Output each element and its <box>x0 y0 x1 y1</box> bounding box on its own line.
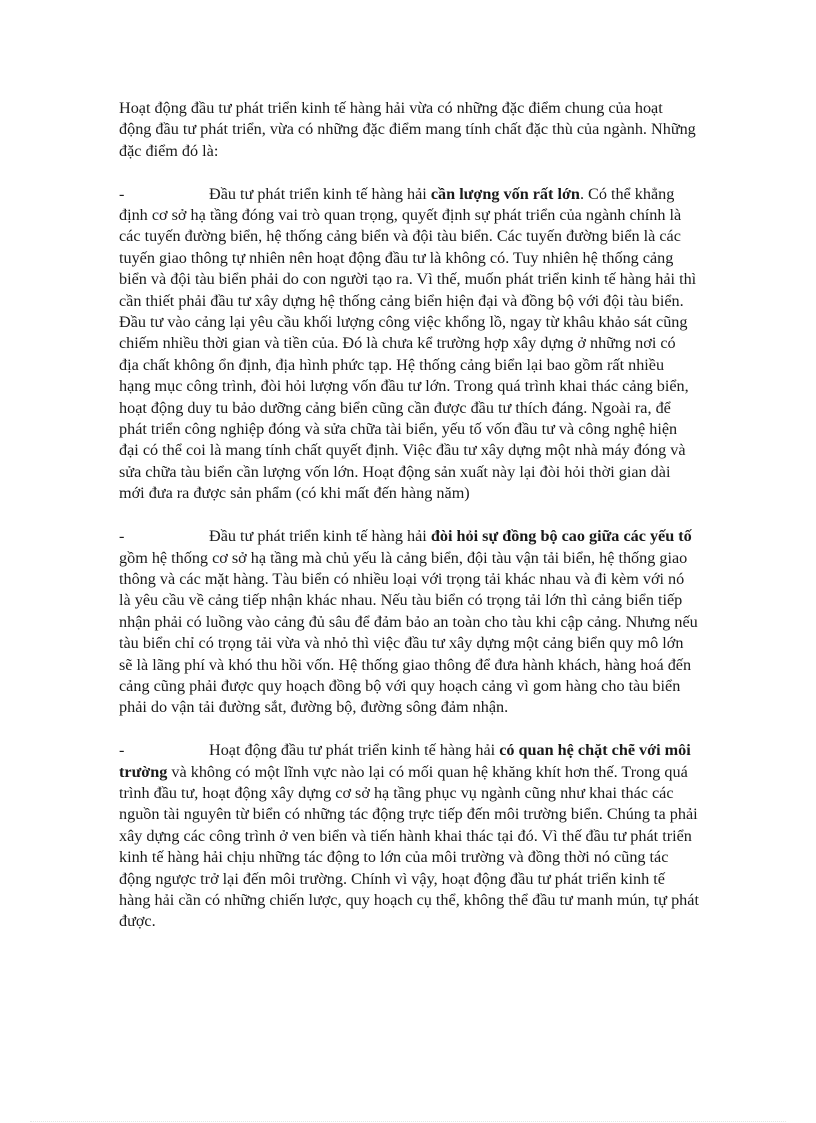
paragraph-gap <box>119 719 699 740</box>
bullet-marker: - <box>119 184 125 203</box>
bullet-body-text: và không có một lĩnh vực nào lại có mối quan hệ khăng khít hơn thế. Trong quá trình đầu tư, hoạt động xây dựng cơ sở hạ tầng phục vụ ngành cũng như khai thác các nguồn tài nguyên từ biển có những tác động trực tiếp đến môi trường biển. Chúng ta phải xây dựng các công trình ở ven biển và tiến hành khai thác tại đó. Vì thế đầu tư phát triển kinh tế hàng hải chịu những tác động to lớn của môi trường và đồng thời nó cũng tác động ngược trở lại đến môi trường. Chính vì vậy, hoạt động đầu tư phát triển kinh tế hàng hải cần có những chiến lược, quy hoạch cụ thể, không thể đầu tư manh mún, tự phát được. <box>119 762 699 931</box>
bullet-lead-text: Hoạt động đầu tư phát triển kinh tế hàng hải <box>209 741 500 760</box>
page-bottom-divider <box>30 1121 786 1122</box>
paragraph-gap <box>119 162 699 183</box>
bullet-paragraph-environment <box>119 740 699 933</box>
paragraph-gap <box>119 505 699 526</box>
bullet-bold-phrase: đòi hỏi sự đồng bộ cao giữa các yếu tố <box>430 527 692 546</box>
bullet-marker: - <box>119 741 125 760</box>
bullet-body-text: gồm hệ thống cơ sở hạ tầng mà chủ yếu là cảng biển, đội tàu vận tải biển, hệ thống giao thông và các mặt hàng. Tàu biển có nhiều loại với trọng tải khác nhau và đi kèm với nó là yêu cầu về cảng tiếp nhận khác nhau. Nếu tàu biển có trọng tải lớn thì cảng biển tiếp nhận phải có luồng vào cảng đủ sâu để đảm bảo an toàn cho tàu khi cập cảng. Nhưng nếu tàu biển chỉ có trọng tải vừa và nhỏ thì việc đầu tư xây dựng một cảng biển quy mô lớn sẽ là lãng phí và khó thu hồi vốn. Hệ thống giao thông để đưa hành khách, hàng hoá đến cảng cũng phải được quy hoạch đồng bộ với quy hoạch cảng vì gom hàng cho tàu biển phải do vận tải đường sắt, đường bộ, đường sông đảm nhận. <box>119 548 698 717</box>
bullet-lead-text: Đầu tư phát triển kinh tế hàng hải <box>209 184 431 203</box>
intro-paragraph: Hoạt động đầu tư phát triển kinh tế hàng hải vừa có những đặc điểm chung của hoạt động đầu tư phát triển, vừa có những đặc điểm mang tính chất đặc thù của ngành. Những đặc điểm đó là: <box>119 99 696 160</box>
bullet-bold-phrase: có quan hệ chặt chẽ với môi trường <box>119 741 691 781</box>
bullet-body-text: . Có thể khẳng định cơ sở hạ tầng đóng vai trò quan trọng, quyết định sự phát triển của ngành chính là các tuyến đường biển, hệ thống cảng biển và đội tàu biển. Các tuyến đường biển là các tuyến giao thông tự nhiên nên hoạt động đầu tư là không có. Tuy nhiên hệ thống cảng biển và đội tàu biển phải do con người tạo ra. Vì thế, muốn phát triển kinh tế hàng hải thì cần thiết phải đầu tư xây dựng hệ thống cảng biển hiện đại và đồng bộ với đội tàu biển. Đầu tư vào cảng lại yêu cầu khối lượng công việc khổng lồ, ngay từ khâu khảo sát cũng chiếm nhiều thời gian và tiền của. Đó là chưa kể trường hợp xây dựng ở những nơi có địa chất không ổn định, địa hình phức tạp. Hệ thống cảng biển lại bao gồm rất nhiều hạng mục công trình, đòi hỏi lượng vốn đầu tư lớn. Trong quá trình khai thác cảng biển, hoạt động duy tu bảo dưỡng cảng biển cũng cần được đầu tư thích đáng. Ngoài ra, để phát triển công nghiệp đóng và sửa chữa tài biển, yếu tố vốn đầu tư và công nghệ hiện đại có thể coi là mang tính chất quyết định. Việc đầu tư xây dựng một nhà máy đóng và sửa chữa tàu biển cần lượng vốn lớn. Hoạt động sản xuất này lại đòi hỏi thời gian dài mới đưa ra được sản phẩm (có khi mất đến hàng năm) <box>119 184 697 503</box>
document-body <box>119 98 699 933</box>
bullet-marker: - <box>119 527 125 546</box>
bullet-lead-text: Đầu tư phát triển kinh tế hàng hải <box>209 527 431 546</box>
bullet-paragraph-synchrony <box>119 526 699 719</box>
bullet-bold-phrase: cần lượng vốn rất lớn <box>430 184 580 203</box>
bullet-paragraph-capital <box>119 184 699 505</box>
